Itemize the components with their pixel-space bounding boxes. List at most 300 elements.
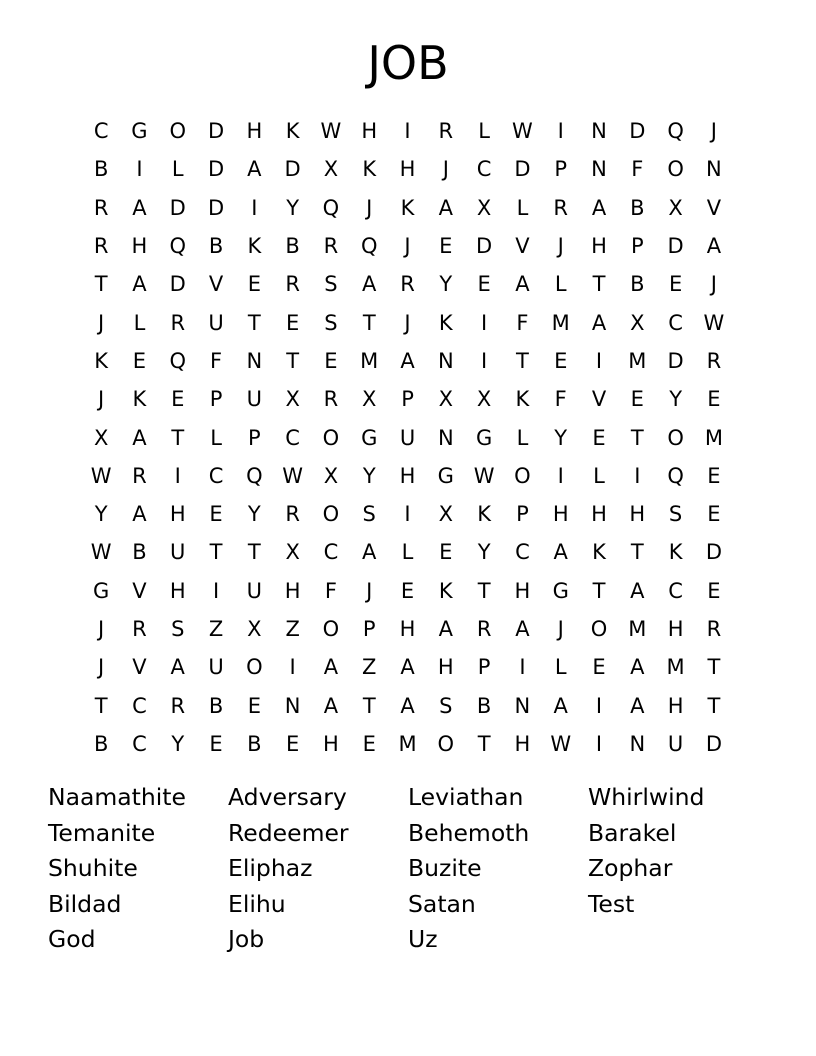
grid-letter: L [401, 540, 414, 565]
grid-letter: C [132, 731, 147, 756]
grid-letter: S [171, 617, 185, 641]
grid-letter: P [362, 617, 376, 641]
grid-letter: A [553, 540, 568, 565]
grid-letter: D [169, 272, 186, 297]
grid-letter: R [93, 234, 109, 259]
grid-letter: J [404, 234, 411, 259]
grid-row [82, 572, 734, 610]
grid-letter: R [323, 234, 339, 259]
grid-letter: Q [667, 119, 684, 144]
grid-letter: E [132, 348, 147, 373]
grid-letter: C [285, 425, 300, 450]
grid-letter: V [208, 272, 224, 297]
grid-letter: E [668, 272, 683, 297]
word-list-item: God [48, 925, 96, 954]
grid-letter: V [515, 234, 530, 259]
grid-letter: H [667, 617, 684, 641]
grid-letter: A [591, 310, 607, 335]
grid-letter: J [98, 310, 105, 335]
grid-letter: L [171, 157, 184, 182]
grid-letter: U [667, 731, 684, 756]
grid-letter: E [285, 731, 300, 756]
grid-letter: N [629, 731, 646, 756]
grid-letter: J [710, 272, 717, 297]
grid-letter: K [400, 195, 415, 220]
grid-letter: B [630, 195, 645, 220]
grid-letter: I [289, 655, 296, 680]
grid-letter: H [552, 502, 569, 527]
grid-letter: P [630, 234, 644, 259]
grid-letter: T [516, 348, 529, 373]
grid-letter: E [592, 425, 606, 450]
grid-row [82, 342, 734, 380]
grid-letter: E [707, 502, 721, 527]
grid-letter: F [631, 157, 644, 182]
word-list-item: Elihu [228, 889, 286, 918]
grid-letter: T [592, 272, 606, 297]
grid-letter: Q [169, 348, 186, 373]
grid-letter: W [550, 731, 572, 756]
grid-letter: I [251, 195, 258, 220]
grid-letter: I [595, 731, 603, 756]
grid-letter: V [132, 578, 147, 603]
grid-letter: N [437, 425, 454, 450]
grid-letter: E [209, 502, 223, 527]
grid-letter: K [438, 310, 453, 335]
grid-letter: A [438, 617, 453, 641]
grid-letter: X [476, 195, 492, 220]
grid-letter: N [246, 348, 263, 373]
grid-letter: A [132, 272, 147, 297]
grid-letter: L [554, 655, 567, 680]
grid-letter: T [707, 693, 721, 718]
grid-letter: H [399, 463, 416, 488]
grid-letter: G [475, 425, 493, 450]
grid-letter: L [516, 425, 529, 450]
grid-letter: R [170, 310, 186, 335]
grid-letter: S [439, 693, 453, 718]
grid-letter: Y [669, 387, 683, 412]
grid-letter: J [557, 234, 564, 259]
grid-row [82, 686, 734, 724]
grid-letter: U [399, 425, 416, 450]
grid-letter: G [93, 578, 110, 603]
grid-letter: A [400, 348, 415, 373]
grid-row [82, 265, 734, 303]
grid-letter: L [554, 272, 567, 297]
grid-letter: T [362, 310, 376, 335]
grid-letter: X [476, 387, 492, 412]
grid-letter: P [516, 502, 529, 527]
grid-letter: K [132, 387, 147, 412]
word-list [48, 780, 768, 958]
letter-grid [82, 112, 734, 763]
grid-letter: U [170, 540, 186, 565]
grid-letter: D [629, 119, 646, 144]
grid-letter: R [132, 463, 147, 488]
grid-letter: X [93, 425, 109, 450]
word-list-item: Shuhite [48, 854, 138, 883]
grid-letter: D [207, 119, 225, 144]
grid-letter: H [169, 502, 186, 527]
grid-letter: N [591, 119, 607, 144]
grid-letter: K [362, 157, 377, 182]
grid-letter: E [400, 578, 415, 603]
grid-letter: A [170, 655, 185, 680]
grid-letter: H [131, 234, 148, 259]
grid-letter: K [94, 348, 109, 373]
grid-letter: M [628, 348, 647, 373]
grid-row [82, 418, 734, 456]
grid-letter: J [366, 578, 373, 603]
grid-letter: A [132, 425, 147, 450]
grid-letter: I [212, 578, 220, 603]
grid-letter: O [322, 617, 340, 641]
word-list-item: Barakel [588, 818, 677, 847]
grid-letter: B [247, 731, 262, 756]
grid-letter: R [285, 502, 300, 527]
grid-letter: K [668, 540, 683, 565]
grid-letter: H [629, 502, 646, 527]
grid-letter: G [437, 463, 454, 488]
word-list-item: Buzite [408, 854, 482, 883]
grid-letter: E [209, 731, 223, 756]
grid-letter: F [209, 348, 223, 373]
word-list-item: Redeemer [228, 818, 349, 847]
grid-letter: M [666, 655, 685, 680]
grid-letter: T [592, 578, 606, 603]
grid-letter: X [323, 463, 339, 488]
word-list-item: Job [228, 925, 265, 954]
grid-letter: P [554, 157, 568, 182]
grid-letter: P [248, 425, 261, 450]
grid-letter: J [98, 617, 105, 641]
grid-letter: X [438, 502, 454, 527]
grid-letter: Y [286, 195, 300, 220]
grid-letter: E [362, 731, 376, 756]
grid-letter: J [710, 119, 717, 144]
grid-letter: I [595, 348, 603, 373]
grid-letter: H [591, 502, 607, 527]
grid-row [82, 380, 734, 418]
grid-letter: Y [439, 272, 453, 297]
grid-letter: W [703, 310, 725, 335]
word-list-item: Test [588, 889, 635, 918]
grid-letter: C [515, 540, 530, 565]
grid-letter: E [439, 540, 453, 565]
grid-letter: X [323, 157, 339, 182]
grid-letter: D [705, 540, 722, 565]
grid-letter: A [515, 272, 530, 297]
grid-letter: M [398, 731, 417, 756]
grid-row [82, 303, 734, 341]
grid-letter: A [323, 655, 339, 680]
grid-letter: D [207, 157, 225, 182]
grid-letter: A [630, 578, 645, 603]
grid-letter: A [438, 195, 453, 220]
grid-letter: E [247, 693, 261, 718]
grid-letter: Y [171, 731, 185, 756]
grid-letter: H [667, 693, 684, 718]
grid-letter: H [514, 731, 531, 756]
grid-letter: B [476, 693, 492, 718]
grid-letter: B [285, 234, 300, 259]
grid-letter: Z [285, 617, 300, 641]
grid-letter: P [401, 387, 414, 412]
word-list-item: Adversary [228, 783, 347, 811]
grid-letter: T [630, 425, 644, 450]
grid-letter: Z [208, 617, 224, 641]
grid-letter: I [634, 463, 641, 488]
grid-letter: V [591, 387, 607, 412]
grid-letter: C [668, 578, 683, 603]
grid-letter: H [399, 617, 416, 641]
grid-letter: A [247, 157, 262, 182]
grid-letter: T [630, 540, 644, 565]
grid-row [82, 457, 734, 495]
word-list-item: Satan [408, 889, 476, 918]
grid-letter: I [595, 693, 603, 718]
word-list-item: Eliphaz [228, 854, 313, 883]
grid-letter: R [476, 617, 492, 641]
grid-letter: B [208, 234, 224, 259]
grid-letter: E [247, 272, 261, 297]
grid-letter: U [208, 310, 224, 335]
grid-letter: Y [362, 463, 376, 488]
grid-letter: A [706, 234, 722, 259]
grid-letter: Z [362, 655, 377, 680]
grid-letter: J [404, 310, 411, 335]
grid-letter: T [94, 272, 108, 297]
grid-letter: D [514, 157, 531, 182]
grid-letter: Q [246, 463, 263, 488]
grid-letter: X [668, 195, 683, 220]
grid-letter: I [557, 119, 564, 144]
grid-letter: Q [169, 234, 186, 259]
grid-letter: A [132, 502, 147, 527]
grid-letter: K [438, 578, 453, 603]
grid-letter: R [285, 272, 300, 297]
grid-letter: K [515, 387, 530, 412]
grid-letter: J [98, 387, 105, 412]
grid-letter: O [246, 655, 263, 680]
grid-letter: Q [322, 195, 340, 220]
grid-letter: B [93, 157, 109, 182]
grid-letter: K [592, 540, 606, 565]
grid-letter: R [323, 387, 339, 412]
grid-letter: N [437, 348, 454, 373]
grid-letter: M [628, 617, 647, 641]
grid-letter: L [516, 195, 529, 220]
grid-letter: E [707, 387, 721, 412]
grid-letter: A [323, 693, 339, 718]
grid-letter: G [131, 119, 148, 144]
grid-letter: N [284, 693, 301, 718]
grid-letter: F [516, 310, 529, 335]
grid-letter: Y [554, 425, 568, 450]
word-list-item: Leviathan [408, 783, 524, 811]
grid-letter: P [209, 387, 223, 412]
word-list-item: Whirlwind [588, 783, 705, 811]
grid-letter: R [706, 617, 722, 641]
grid-letter: T [707, 655, 721, 680]
grid-letter: T [477, 578, 491, 603]
grid-letter: D [207, 195, 225, 220]
grid-letter: X [438, 387, 454, 412]
grid-letter: R [706, 348, 722, 373]
grid-letter: G [361, 425, 378, 450]
grid-letter: I [404, 502, 411, 527]
grid-letter: H [246, 119, 263, 144]
grid-letter: I [519, 655, 526, 680]
grid-row [82, 610, 734, 648]
grid-letter: R [132, 617, 147, 641]
grid-letter: R [93, 195, 109, 220]
grid-letter: C [132, 693, 147, 718]
grid-letter: O [169, 119, 186, 144]
grid-letter: D [667, 348, 684, 373]
grid-letter: O [667, 425, 684, 450]
grid-letter: I [557, 463, 564, 488]
grid-letter: T [209, 540, 223, 565]
grid-letter: H [591, 234, 607, 259]
grid-letter: L [593, 463, 605, 488]
grid-letter: D [169, 195, 186, 220]
grid-letter: I [481, 310, 488, 335]
grid-letter: L [133, 310, 146, 335]
grid-letter: W [473, 463, 495, 488]
grid-letter: W [512, 119, 533, 144]
grid-letter: A [630, 655, 645, 680]
grid-letter: R [400, 272, 415, 297]
grid-letter: I [174, 463, 181, 488]
grid-letter: J [442, 157, 449, 182]
grid-letter: F [324, 578, 337, 603]
grid-letter: J [557, 617, 564, 641]
grid-letter: V [132, 655, 147, 680]
grid-letter: C [208, 463, 224, 488]
grid-letter: U [246, 387, 263, 412]
grid-letter: Y [94, 502, 108, 527]
grid-letter: O [322, 425, 340, 450]
grid-letter: C [476, 157, 492, 182]
grid-letter: E [707, 463, 721, 488]
grid-letter: H [514, 578, 531, 603]
grid-letter: D [667, 234, 684, 259]
word-list-item: Bildad [48, 889, 122, 918]
grid-letter: I [404, 119, 411, 144]
grid-letter: M [704, 425, 723, 450]
grid-letter: H [361, 119, 378, 144]
grid-letter: R [553, 195, 568, 220]
grid-letter: A [630, 693, 645, 718]
grid-letter: Q [667, 463, 684, 488]
grid-letter: W [282, 463, 304, 488]
grid-letter: B [93, 731, 109, 756]
grid-letter: H [169, 578, 186, 603]
grid-letter: T [362, 693, 376, 718]
grid-letter: E [285, 310, 300, 335]
grid-letter: K [477, 502, 491, 527]
puzzle-title: JOB [367, 36, 449, 90]
grid-letter: D [705, 731, 722, 756]
grid-row [82, 112, 734, 150]
grid-row [82, 533, 734, 571]
grid-letter: U [246, 578, 263, 603]
grid-letter: J [366, 195, 373, 220]
grid-letter: M [551, 310, 570, 335]
grid-letter: K [285, 119, 300, 144]
grid-letter: R [438, 119, 454, 144]
word-list-item: Naamathite [48, 783, 186, 811]
grid-letter: E [477, 272, 491, 297]
grid-letter: E [554, 348, 568, 373]
word-list-item: Uz [408, 925, 438, 954]
grid-letter: O [322, 502, 340, 527]
grid-letter: E [324, 348, 338, 373]
grid-letter: F [554, 387, 567, 412]
grid-letter: P [477, 655, 491, 680]
grid-row [82, 495, 734, 533]
grid-letter: S [362, 502, 376, 527]
grid-row [82, 725, 734, 763]
grid-letter: B [630, 272, 645, 297]
grid-letter: O [590, 617, 608, 641]
grid-letter: E [439, 234, 453, 259]
grid-letter: T [247, 540, 261, 565]
grid-row [82, 227, 734, 265]
grid-letter: A [362, 540, 377, 565]
grid-letter: A [400, 693, 415, 718]
grid-letter: O [437, 731, 455, 756]
grid-row [82, 648, 734, 686]
word-list-item: Temanite [48, 818, 156, 847]
grid-letter: O [514, 463, 531, 488]
grid-letter: H [437, 655, 454, 680]
grid-letter: W [90, 540, 112, 565]
grid-letter: X [247, 617, 262, 641]
grid-letter: D [284, 157, 301, 182]
grid-letter: O [667, 157, 684, 182]
grid-letter: T [94, 693, 108, 718]
grid-letter: R [170, 693, 186, 718]
grid-letter: E [630, 387, 644, 412]
grid-letter: X [362, 387, 377, 412]
grid-letter: J [98, 655, 105, 680]
grid-letter: E [592, 655, 606, 680]
word-list-item: Zophar [588, 854, 673, 883]
grid-letter: H [399, 157, 416, 182]
grid-letter: Y [247, 502, 261, 527]
grid-letter: Q [360, 234, 378, 259]
grid-letter: V [706, 195, 722, 220]
grid-letter: B [132, 540, 147, 565]
grid-letter: L [210, 425, 222, 450]
grid-row [82, 150, 734, 188]
grid-letter: Y [477, 540, 491, 565]
grid-letter: D [476, 234, 493, 259]
grid-letter: U [208, 655, 224, 680]
word-list-item: Behemoth [408, 818, 530, 847]
grid-letter: M [360, 348, 379, 373]
grid-letter: T [247, 310, 261, 335]
grid-letter: C [93, 119, 109, 144]
grid-letter: C [668, 310, 683, 335]
grid-letter: I [136, 157, 143, 182]
grid-letter: H [323, 731, 339, 756]
grid-letter: W [320, 119, 342, 144]
grid-letter: A [362, 272, 377, 297]
